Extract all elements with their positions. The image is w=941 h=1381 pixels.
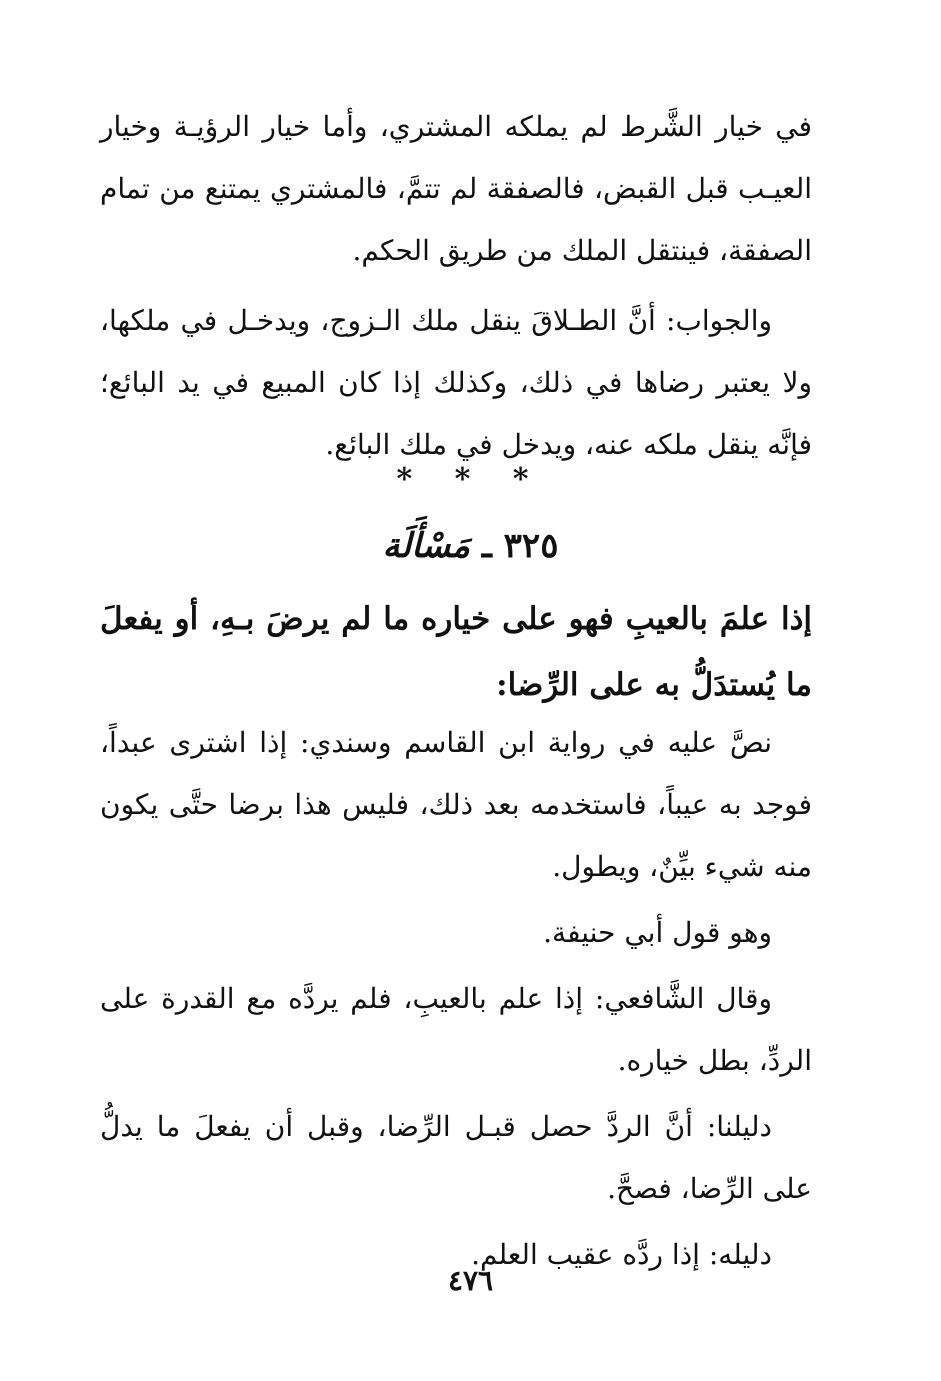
paragraph: نصَّ عليه في رواية ابن القاسم وسندي: إذا اشترى عبداً، فوجد به عيباً، فاستخدمه بعد ذلك، فليس هذا برضا حتَّى يكون منه شيء بيِّنٌ، ويطول.: [100, 726, 812, 883]
paragraph: وقال الشَّافعي: إذا علم بالعيبِ، فلم يردَّه مع القدرة على الردِّ، بطل خياره.: [100, 982, 812, 1077]
bottom-text: [100, 712, 812, 1286]
paragraph: دليله: إذا ردَّه عقيب العلم.: [471, 1238, 772, 1271]
paragraph: وهو قول أبي حنيفة.: [543, 916, 772, 949]
masala-heading: [0, 526, 941, 566]
question-text: إذا علمَ بالعيبِ فهو على خياره ما لم يرضَ بـهِ، أو يفعلَ ما يُستدَلُّ به على الرِّضا:: [100, 601, 812, 703]
section-separator: * * *: [396, 462, 545, 497]
masala-word: مَسْأَلَة: [382, 526, 471, 566]
paragraph: والجواب: أنَّ الطـلاقَ ينقل ملك الـزوج، ويدخـل في ملكها، ولا يعتبر رضاها في ذلك، وكذلك إذا كان المبيع في يد البائع؛ فإنَّه ينقل ملكه عنه، ويدخل في ملك البائع.: [100, 304, 812, 461]
page-number: ٤٧٦: [447, 1264, 494, 1297]
paragraph: دليلنا: أنَّ الردَّ حصل قبـل الرِّضا، وقبل أن يفعلَ ما يدلُّ على الرِّضا، فصحَّ.: [100, 1110, 812, 1205]
masala-number: ٣٢٥ ـ: [481, 526, 559, 566]
top-text: [100, 96, 812, 476]
paragraph: في خيار الشَّرط لم يملكه المشتري، وأما خيار الرؤيـة وخيار العيـب قبل القبض، فالصفقة لم تتمَّ، فالمشتري يمتنع من تمام الصفقة، فينتقل الملك من طريق الحكم.: [100, 110, 813, 267]
question-block: [100, 586, 812, 718]
